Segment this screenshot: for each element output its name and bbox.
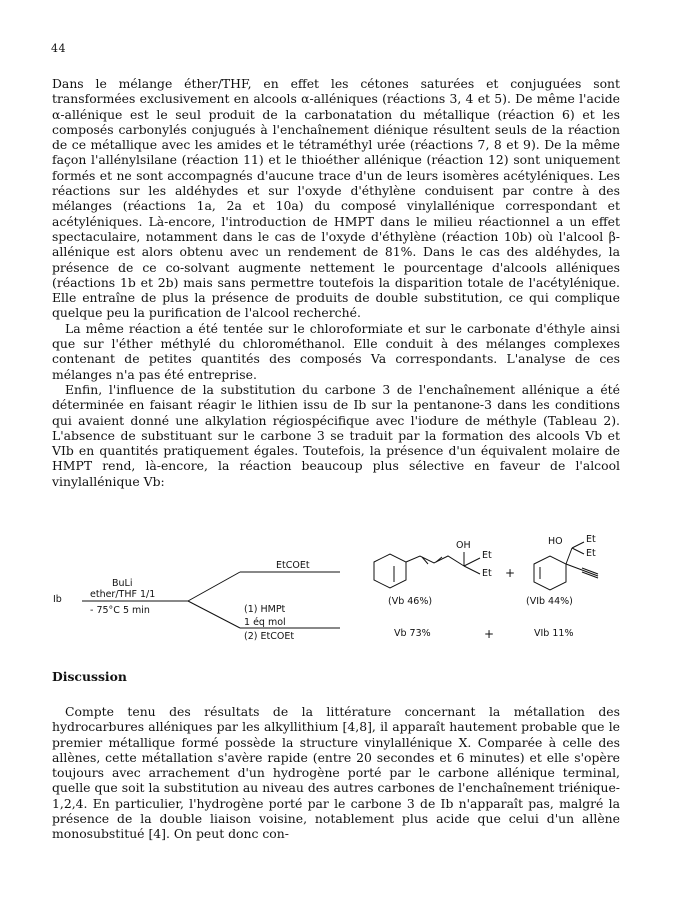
condition-solvent: ether/THF 1/1	[90, 589, 156, 600]
allene-chain	[406, 556, 464, 566]
discussion-text	[52, 704, 620, 842]
ho-label: HO	[548, 536, 563, 547]
reaction-scheme	[50, 526, 620, 656]
results-text	[52, 76, 620, 489]
yield-vib-lower: VIb 11%	[534, 628, 574, 639]
condition-reagent: BuLi	[112, 578, 133, 589]
lower-condition-3: (2) EtCOEt	[244, 631, 295, 642]
plus-sign-lower: +	[484, 627, 495, 641]
lower-condition-2: 1 éq mol	[244, 617, 286, 628]
plus-sign-upper: +	[505, 566, 516, 580]
cyclohexene-ring-vb	[374, 554, 406, 588]
branch-upper	[188, 572, 240, 601]
yield-vb-upper: (Vb 46%)	[388, 596, 433, 607]
yield-vib-upper: (VIb 44%)	[526, 596, 573, 607]
yield-vb-lower: Vb 73%	[394, 628, 431, 639]
paragraph: La même réaction a été tentée sur le chloroformiate et sur le carbonate d'éthyle ainsi que sur l'éther méthylé du chlorométhanol. Elle conduit à des mélanges complexes contenant de petites quantités des composés Va correspondants. L'analyse de ces mélanges n'a pas été entreprise.	[52, 320, 620, 382]
upper-reagent: EtCOEt	[276, 560, 310, 571]
carbinol-bond	[566, 548, 572, 564]
paragraph: Compte tenu des résultats de la littérature concernant la métallation des hydrocarbures alléniques par les alkyllithium [4,8], il apparaît hautement probable que le premier métallique formé possède la structure vinylallénique X. Comparée à celle des allènes, cette métallation s'avère rapide (entre 20 secondes et 6 minutes) et elle s'opère toujours avec arrachement d'un hydrogène porté par le carbone allénique terminal, quelle que soit la substitution au niveau des autres carbones de l'enchaînement triénique-1,2,4. En particulier, l'hydrogène porté par le carbone 3 de Ib n'apparaît pas, malgré la présence de la double liaison voisine, notablement plus acide que celui d'un allène monosubstitué [4]. On peut donc con-	[52, 704, 620, 842]
branch-lower	[188, 601, 240, 628]
start-compound: Ib	[53, 594, 62, 605]
condition-temp-time: - 75°C 5 min	[90, 605, 150, 616]
paragraph: Enfin, l'influence de la substitution du carbone 3 de l'enchaînement allénique a été déterminée en faisant réagir le lithien issu de Ib sur la pentanone-3 dans les conditions qui avaient donné une alkylation régiospécifique avec l'iodure de méthyle (Tableau 2). L'absence de substituant sur le carbone 3 se traduit par la formation des alcools Vb et VIb en quantités pratiquement égales. Toutefois, la présence d'un équivalent molaire de HMPT rend, là-encore, la réaction beaucoup plus sélective en faveur de l'alcool vinylallénique Vb:	[52, 381, 620, 489]
page-number: 44	[51, 42, 66, 55]
et-label-vib-1: Et	[586, 534, 596, 545]
et-label-vib-2: Et	[586, 548, 596, 559]
section-heading: Discussion	[52, 669, 127, 684]
oh-label: OH	[456, 540, 471, 551]
lower-condition-1: (1) HMPt	[244, 604, 286, 615]
paragraph: Dans le mélange éther/THF, en effet les cétones saturées et conjuguées sont transformées exclusivement en alcools α-alléniques (réactions 3, 4 et 5). De même l'acide α-allénique est le seul produit de la carbonatation du métallique (réaction 6) et les composés carbonylés conjugués à l'enchaînement diénique résultent seuls de la réaction de ce métallique avec les amides et le tétraméthyl urée (réactions 7, 8 et 9). De la même façon l'allénylsilane (réaction 11) et le thioéther allénique (réaction 12) sont uniquement formés et ne sont accompagnés d'aucune trace d'un de leurs isomères acétyléniques. Les réactions sur les aldéhydes et sur l'oxyde d'éthylène conduisent par contre à des mélanges (réactions 1a, 2a et 10a) du composé vinylallénique correspondant et acétyléniques. Là-encore, l'introduction de HMPT dans le milieu réactionnel a un effet spectaculaire, notamment dans le cas de l'oxyde d'éthylène (réaction 10b) où l'alcool β-allénique est alors obtenu avec un rendement de 81%. Dans le cas des aldéhydes, la présence de ce co-solvant augmente nettement le pourcentage d'alcools alléniques (réactions 1b et 2b) mais sans permettre toutefois la disparition totale de l'acétylénique. Elle entraîne de plus la présence de produits de double substitution, ce qui complique quelque peu la purification de l'alcool recherché.	[52, 76, 620, 321]
cyclohexene-ring-vib	[534, 556, 566, 590]
et-label-vb-1: Et	[482, 550, 492, 561]
et-label-vb-2: Et	[482, 568, 492, 579]
